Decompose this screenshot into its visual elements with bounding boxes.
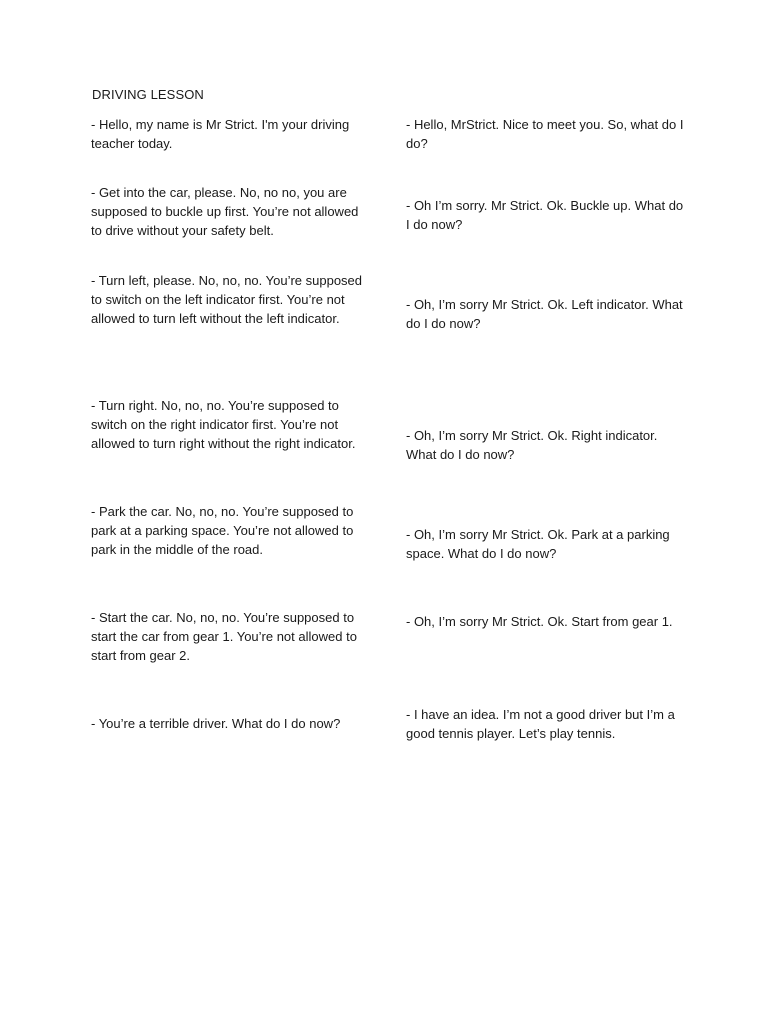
student-line-4: - Oh, I’m sorry Mr Strict. Ok. Right indicator. What do I do now?	[406, 428, 658, 462]
teacher-line-3: - Turn left, please. No, no, no. You’re supposed to switch on the left indicator first. You’re not allowed to turn left without the left indicator.	[91, 273, 363, 326]
student-line-2: - Oh I’m sorry. Mr Strict. Ok. Buckle up. What do I do now?	[406, 198, 684, 232]
teacher-line-1: - Hello, my name is Mr Strict. I'm your driving teacher today.	[91, 117, 350, 151]
teacher-line-5: - Park the car. No, no, no. You’re supposed to park at a parking space. You’re not allowed to park in the middle of the road.	[91, 504, 354, 557]
student-line-3: - Oh, I’m sorry Mr Strict. Ok. Left indicator. What do I do now?	[406, 297, 683, 331]
student-line-6: - Oh, I’m sorry Mr Strict. Ok. Start from gear 1.	[406, 614, 673, 629]
teacher-line-4: - Turn right. No, no, no. You’re supposed to switch on the right indicator first. You’re not allowed to turn right without the right indicator.	[91, 398, 356, 451]
student-line-7: - I have an idea. I’m not a good driver but I’m a good tennis player. Let’s play tennis.	[406, 707, 675, 741]
student-line-5: - Oh, I’m sorry Mr Strict. Ok. Park at a parking space. What do I do now?	[406, 527, 670, 561]
teacher-line-6: - Start the car. No, no, no. You’re supposed to start the car from gear 1. You’re not allowed to start from gear 2.	[91, 610, 357, 663]
document-title: DRIVING LESSON	[92, 87, 204, 102]
teacher-line-7: - You’re a terrible driver. What do I do now?	[91, 716, 341, 731]
student-line-1: - Hello, MrStrict. Nice to meet you. So, what do I do?	[406, 117, 684, 151]
teacher-line-2: - Get into the car, please. No, no no, you are supposed to buckle up first. You’re not allowed to drive without your safety belt.	[91, 185, 359, 238]
